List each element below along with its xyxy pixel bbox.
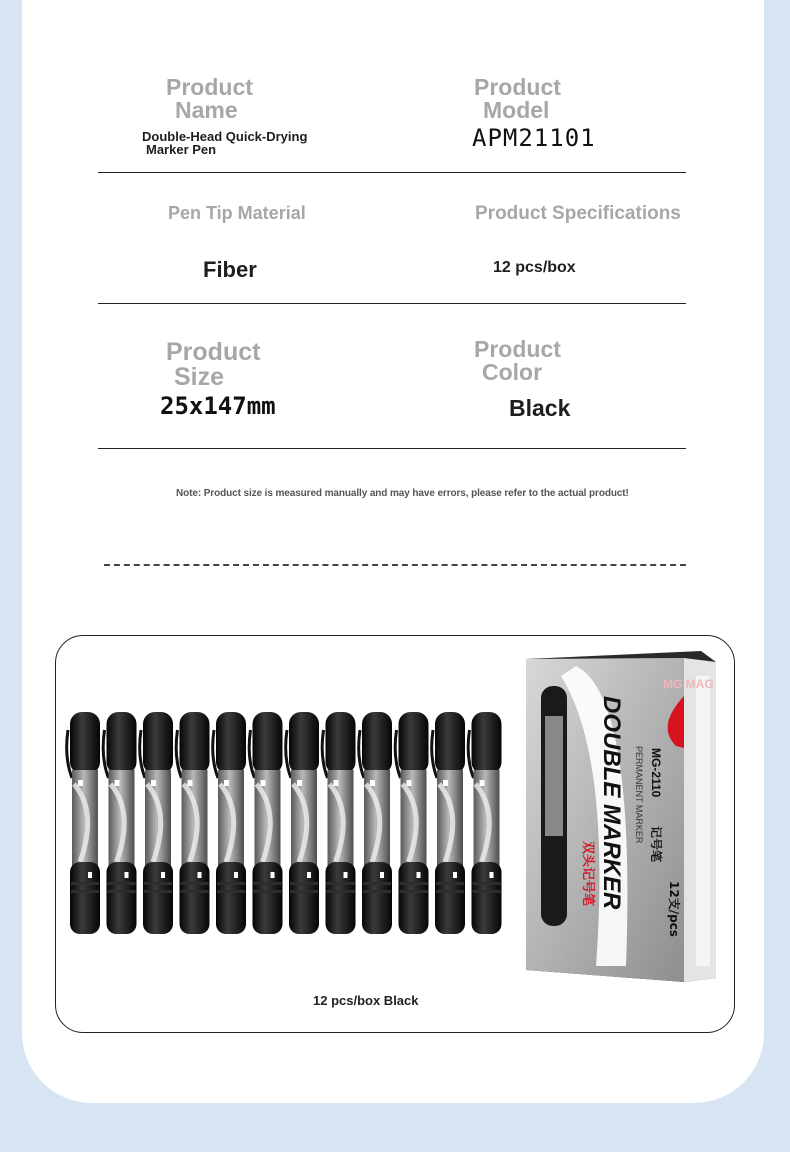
marker-pen [432, 712, 465, 934]
color-value: Black [509, 395, 571, 421]
brand-watermark: MG MAG [663, 677, 714, 691]
marker-pen [103, 712, 136, 934]
marker-pen [176, 712, 209, 934]
marker-pen [359, 712, 392, 934]
product-photo [56, 636, 734, 1032]
tip-material-value: Fiber [203, 257, 257, 282]
value-line: Marker Pen [146, 142, 217, 157]
size-value: 25x147mm [160, 392, 276, 420]
marker-pen [395, 712, 428, 934]
product-model-label [474, 76, 561, 122]
product-name-label [166, 76, 253, 122]
divider [98, 448, 686, 449]
specifications-value: 12 pcs/box [493, 259, 576, 276]
marker-pen [468, 712, 501, 934]
box-count-text: 12支/pcs [667, 881, 681, 937]
marker-pens [67, 712, 502, 934]
divider [98, 172, 686, 173]
label-line: Color [482, 359, 543, 385]
label-line: Model [483, 97, 550, 123]
box-cn-text: 记号笔 [649, 826, 663, 863]
color-label [474, 338, 561, 384]
label-line: Product [166, 74, 253, 100]
box-subtitle-text: PERMANENT MARKER [634, 746, 644, 844]
product-image-frame [55, 635, 735, 1033]
marker-pen [249, 712, 282, 934]
divider [98, 303, 686, 304]
product-model-value: APM21101 [472, 124, 596, 152]
marker-pen [67, 712, 100, 934]
label-line: Product [474, 74, 561, 100]
label-line: Name [175, 97, 238, 123]
dashed-separator [104, 564, 686, 566]
value-line: Double-Head Quick-Drying [142, 129, 308, 144]
image-caption: 12 pcs/box Black [313, 993, 419, 1008]
marker-pen [322, 712, 355, 934]
marker-pen [286, 712, 319, 934]
box-title-text: DOUBLE MARKER [598, 696, 625, 910]
marker-pen [140, 712, 173, 934]
product-name-value [142, 130, 307, 156]
label-line: Size [174, 363, 225, 391]
marker-pen [213, 712, 246, 934]
marker-box [526, 651, 716, 982]
specifications-label: Product Specifications [475, 203, 681, 224]
box-model-text: MG-2110 [649, 748, 663, 798]
box-cn-title-text: 双头记号笔 [580, 841, 595, 907]
disclaimer-note: Note: Product size is measured manually and may have errors, please refer to the actual product! [176, 488, 629, 499]
size-label [166, 340, 260, 390]
tip-material-label: Pen Tip Material [168, 203, 306, 223]
label-line: Product [474, 336, 561, 362]
label-line: Product [166, 338, 261, 366]
